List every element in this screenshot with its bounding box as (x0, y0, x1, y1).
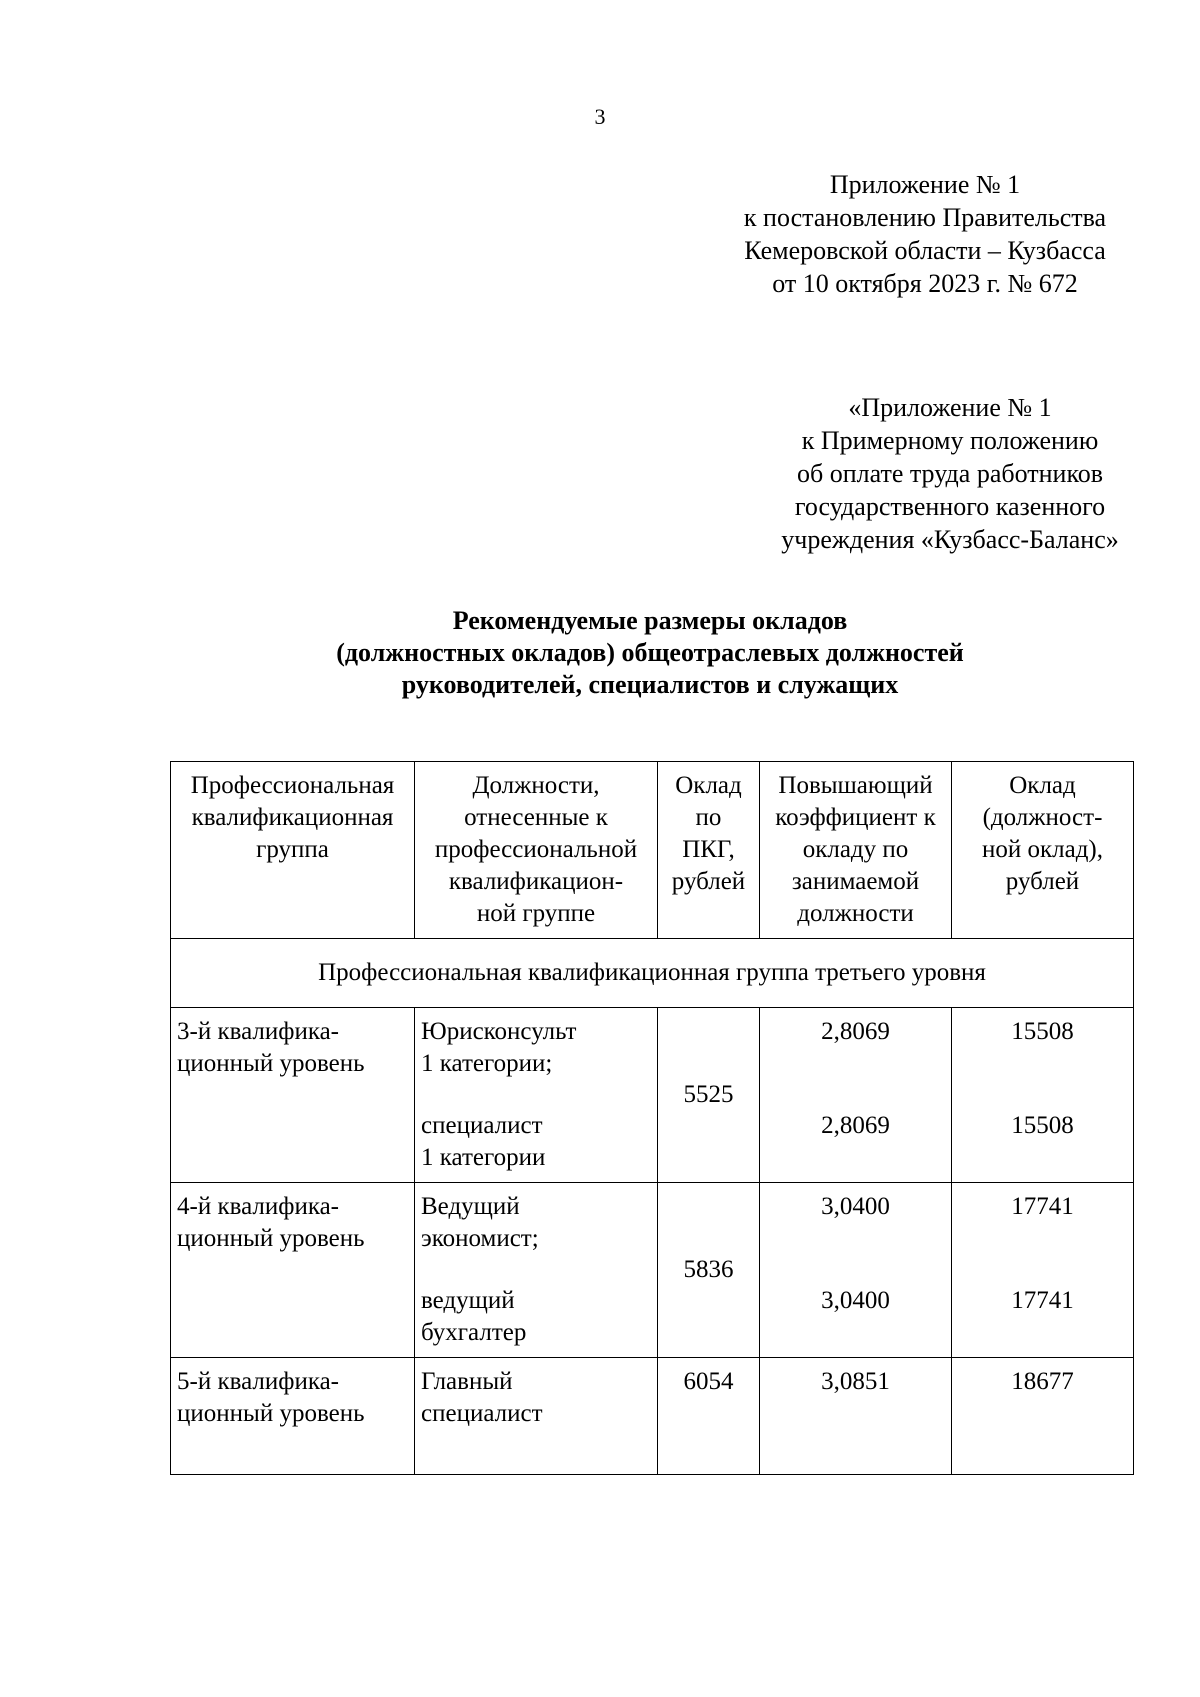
page-number: 3 (594, 104, 606, 129)
level-line: ционный уровень (177, 1225, 365, 1252)
salary-table (170, 761, 1134, 1475)
document-title (150, 605, 1150, 701)
coefficient-value: 3,0400 (821, 1287, 890, 1314)
title-line: (должностных окладов) общеотраслевых должностей (336, 638, 964, 667)
header-line: ной группе (476, 900, 596, 927)
header-line: квалификационная (191, 804, 394, 831)
position-line: специалист (421, 1112, 543, 1139)
level-line: 3-й квалифика- (177, 1018, 340, 1045)
header-salary (952, 762, 1134, 939)
header-group (171, 762, 415, 939)
header-line: ной оклад), (981, 836, 1104, 863)
appendix-header (715, 168, 1135, 300)
position-entry (421, 1016, 652, 1080)
header-line: должности (797, 900, 914, 927)
salary-value: 15508 (1011, 1112, 1074, 1139)
appendix-header-line: Приложение № 1 (829, 170, 1021, 199)
title-line: руководителей, специалистов и служащих (401, 670, 899, 699)
level-cell (171, 1358, 415, 1475)
appendix-header-line: Кемеровской области – Кузбасса (744, 236, 1106, 265)
level-line: ционный уровень (177, 1400, 365, 1427)
level-line: ционный уровень (177, 1050, 365, 1077)
header-line: Оклад (675, 772, 742, 799)
header-line: квалификацион- (448, 868, 624, 895)
table-row (171, 1008, 1134, 1183)
header-line: рублей (1005, 868, 1080, 895)
coefficient-value: 2,8069 (821, 1112, 890, 1139)
table-row (171, 1358, 1134, 1475)
header-line: отнесенные к (464, 804, 608, 831)
position-line: ведущий (421, 1287, 515, 1314)
positions-cell (415, 1008, 658, 1183)
appendix-inner-line: об оплате труда работников (796, 459, 1104, 488)
level-line: 5-й квалифика- (177, 1368, 340, 1395)
position-line: Главный (421, 1368, 513, 1395)
header-line: профессиональной (434, 836, 638, 863)
position-line: Ведущий (421, 1193, 520, 1220)
header-line: (должност- (982, 804, 1103, 831)
section-row (171, 939, 1134, 1008)
header-line: по (695, 804, 722, 831)
appendix-inner-line: к Примерному положению (801, 426, 1099, 455)
header-line: Профессиональная (190, 772, 395, 799)
level-cell (171, 1008, 415, 1183)
position-line: Юрисконсульт (421, 1018, 577, 1045)
salary-cell (952, 1008, 1134, 1183)
coefficient-value: 3,0400 (821, 1193, 890, 1220)
positions-cell (415, 1183, 658, 1358)
base-salary-cell: 5525 (658, 1008, 760, 1183)
header-line: Повышающий (778, 772, 933, 799)
header-line: окладу по (802, 836, 909, 863)
table-header-row (171, 762, 1134, 939)
coefficient-cell (760, 1183, 952, 1358)
header-line: Должности, (472, 772, 600, 799)
salary-value: 17741 (1011, 1287, 1074, 1314)
table-row (171, 1183, 1134, 1358)
position-line: бухгалтер (421, 1319, 527, 1346)
level-line: 4-й квалифика- (177, 1193, 340, 1220)
position-entry (421, 1191, 652, 1255)
base-salary-cell: 5836 (658, 1183, 760, 1358)
appendix-inner (755, 391, 1145, 556)
level-cell (171, 1183, 415, 1358)
salary-value: 18677 (1011, 1368, 1074, 1395)
header-positions (415, 762, 658, 939)
header-line: рублей (671, 868, 746, 895)
salary-value: 15508 (1011, 1018, 1074, 1045)
position-line: 1 категории (421, 1144, 546, 1171)
header-base-salary (658, 762, 760, 939)
appendix-header-line: к постановлению Правительства (743, 203, 1107, 232)
coefficient-cell (760, 1358, 952, 1475)
header-line: ПКГ, (682, 836, 735, 863)
header-line: коэффициент к (775, 804, 936, 831)
salary-value: 17741 (1011, 1193, 1074, 1220)
positions-cell (415, 1358, 658, 1475)
title-line: Рекомендуемые размеры окладов (452, 606, 848, 635)
appendix-inner-line: государственного казенного (794, 492, 1106, 521)
header-line: группа (256, 836, 329, 863)
position-line: экономист; (421, 1225, 539, 1252)
header-line: Оклад (1009, 772, 1076, 799)
position-line: 1 категории; (421, 1050, 553, 1077)
coefficient-value: 3,0851 (821, 1368, 890, 1395)
coefficient-cell (760, 1008, 952, 1183)
coefficient-value: 2,8069 (821, 1018, 890, 1045)
position-entry (421, 1110, 652, 1174)
base-salary-cell: 6054 (658, 1358, 760, 1475)
salary-cell (952, 1183, 1134, 1358)
position-line: специалист (421, 1400, 543, 1427)
appendix-inner-line: учреждения «Кузбасс-Баланс» (781, 525, 1119, 554)
header-coefficient (760, 762, 952, 939)
salary-cell (952, 1358, 1134, 1475)
position-entry (421, 1285, 652, 1349)
appendix-inner-line: «Приложение № 1 (848, 393, 1052, 422)
section-title: Профессиональная квалификационная группа третьего уровня (171, 939, 1134, 1008)
header-line: занимаемой (791, 868, 920, 895)
appendix-header-line: от 10 октября 2023 г. № 672 (772, 269, 1078, 298)
